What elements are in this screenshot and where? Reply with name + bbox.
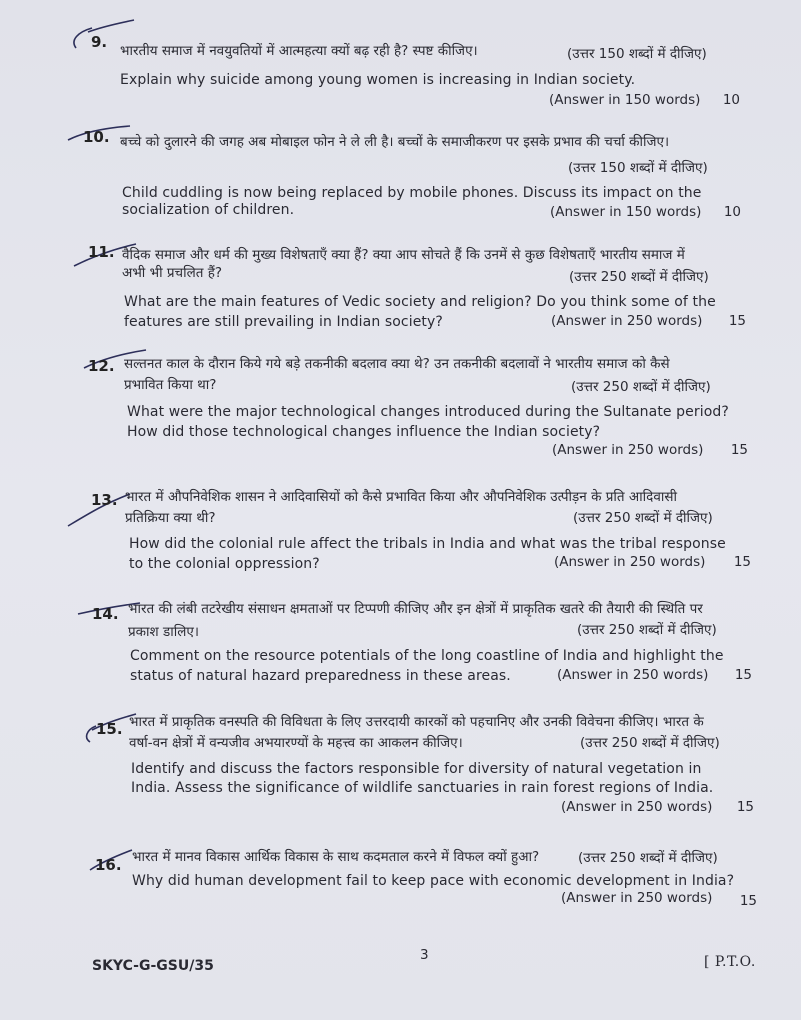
page-number: 3 <box>420 947 429 963</box>
question-marks: 15 <box>733 554 751 570</box>
question-english-line: Child cuddling is now being replaced by mobile phones. Discuss its impact on the <box>122 185 702 201</box>
question-number: 9. <box>91 33 108 51</box>
hindi-word-limit: (उत्तर 150 शब्दों में दीजिए) <box>567 46 707 62</box>
answer-word-limit: (Answer in 250 words) <box>561 799 713 815</box>
question-hindi-line: भारत में मानव विकास आर्थिक विकास के साथ कदमताल करने में विफल क्यों हुआ? <box>132 849 540 865</box>
question-english-line: India. Assess the significance of wildlife sanctuaries in rain forest regions of India. <box>131 780 714 796</box>
question-english-line: Explain why suicide among young women is increasing in Indian society. <box>120 72 636 88</box>
question-marks: 15 <box>730 442 748 458</box>
question-english-line: What are the main features of Vedic society and religion? Do you think some of the <box>124 294 716 310</box>
question-hindi-line: वैदिक समाज और धर्म की मुख्य विशेषताएँ क्या हैं? क्या आप सोचते हैं कि उनमें से कुछ विशेषताएँ भारतीय समाज में <box>122 247 685 263</box>
question-english-line: status of natural hazard preparedness in these areas. <box>130 668 511 684</box>
hindi-word-limit: (उत्तर 250 शब्दों में दीजिए) <box>578 850 718 866</box>
question-hindi-line: भारत में औपनिवेशिक शासन ने आदिवासियों को कैसे प्रभावित किया और औपनिवेशिक उत्पीड़न के प्रति आदिवासी <box>125 489 677 505</box>
question-marks: 10 <box>723 204 741 220</box>
question-hindi-line: प्रतिक्रिया क्या थी? <box>125 510 216 526</box>
question-marks: 15 <box>734 667 752 683</box>
question-number: 11. <box>88 243 115 261</box>
question-hindi-line: वर्षा-वन क्षेत्रों में वन्यजीव अभयारण्यों के महत्त्व का आकलन कीजिए। <box>129 735 463 751</box>
answer-word-limit: (Answer in 250 words) <box>552 442 704 458</box>
question-marks: 10 <box>722 92 740 108</box>
question-marks: 15 <box>739 893 757 909</box>
question-hindi-line: सल्तनत काल के दौरान किये गये बड़े तकनीकी बदलाव क्या थे? उन तकनीकी बदलावों ने भारतीय समाज को कैसे <box>124 356 670 372</box>
question-marks: 15 <box>728 313 746 329</box>
question-hindi-line: अभी भी प्रचलित हैं? <box>122 265 223 281</box>
hindi-word-limit: (उत्तर 250 शब्दों में दीजिए) <box>569 269 709 285</box>
hindi-word-limit: (उत्तर 250 शब्दों में दीजिए) <box>580 735 720 751</box>
question-english-line: to the colonial oppression? <box>129 556 320 572</box>
question-english-line: features are still prevailing in Indian society? <box>124 314 443 330</box>
question-english-line: How did those technological changes influence the Indian society? <box>127 424 601 440</box>
answer-word-limit: (Answer in 250 words) <box>554 554 706 570</box>
question-number: 10. <box>83 128 110 146</box>
question-hindi-line: भारत की लंबी तटरेखीय संसाधन क्षमताओं पर टिप्पणी कीजिए और इन क्षेत्रों में प्राकृतिक खतरे की तैयारी की स्थिति पर <box>128 601 703 617</box>
question-number: 14. <box>92 605 119 623</box>
answer-word-limit: (Answer in 250 words) <box>557 667 709 683</box>
question-hindi-line: प्रभावित किया था? <box>124 377 217 393</box>
hindi-word-limit: (उत्तर 250 शब्दों में दीजिए) <box>573 510 713 526</box>
question-number: 13. <box>91 491 118 509</box>
question-english-line: Identify and discuss the factors responsible for diversity of natural vegetation in <box>131 761 702 777</box>
question-marks: 15 <box>736 799 754 815</box>
question-number: 15. <box>96 720 123 738</box>
question-english-line: Why did human development fail to keep pace with economic development in India? <box>132 873 735 889</box>
answer-word-limit: (Answer in 150 words) <box>549 92 701 108</box>
hindi-word-limit: (उत्तर 150 शब्दों में दीजिए) <box>568 160 708 176</box>
question-english-line: socialization of children. <box>122 202 295 218</box>
paper-code: SKYC-G-GSU/35 <box>92 958 214 974</box>
question-english-line: How did the colonial rule affect the tribals in India and what was the tribal response <box>129 536 726 552</box>
question-hindi-line: भारतीय समाज में नवयुवतियों में आत्महत्या क्यों बढ़ रही है? स्पष्ट कीजिए। <box>120 43 478 59</box>
question-hindi-line: भारत में प्राकृतिक वनस्पति की विविधता के लिए उत्तरदायी कारकों को पहचानिए और उनकी विवेचना कीजिए। भारत के <box>129 714 704 730</box>
answer-word-limit: (Answer in 250 words) <box>551 313 703 329</box>
please-turn-over: [ P.T.O. <box>704 954 756 970</box>
question-english-line: Comment on the resource potentials of the long coastline of India and highlight the <box>130 648 724 664</box>
question-number: 12. <box>88 357 115 375</box>
question-number: 16. <box>95 856 122 874</box>
answer-word-limit: (Answer in 150 words) <box>550 204 702 220</box>
answer-word-limit: (Answer in 250 words) <box>561 890 713 906</box>
hindi-word-limit: (उत्तर 250 शब्दों में दीजिए) <box>571 379 711 395</box>
question-english-line: What were the major technological changes introduced during the Sultanate period? <box>127 404 729 420</box>
hindi-word-limit: (उत्तर 250 शब्दों में दीजिए) <box>577 622 717 638</box>
question-hindi-line: प्रकाश डालिए। <box>128 624 199 640</box>
question-hindi-line: बच्चे को दुलारने की जगह अब मोबाइल फोन ने ले ली है। बच्चों के समाजीकरण पर इसके प्रभाव की चर्चा कीजिए। <box>120 134 670 150</box>
